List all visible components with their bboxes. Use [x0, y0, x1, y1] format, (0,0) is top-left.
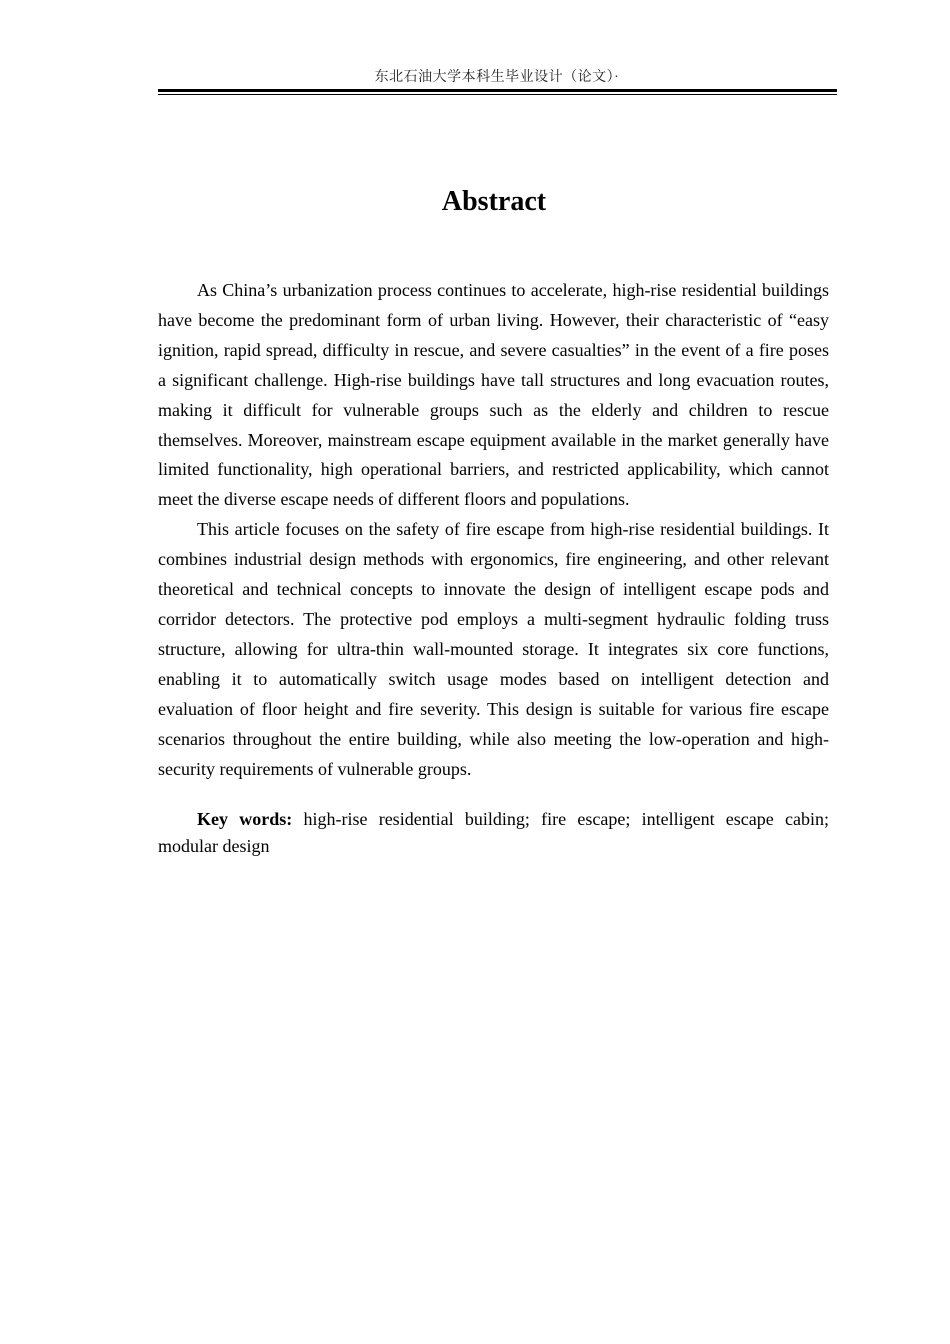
- abstract-paragraph-2: This article focuses on the safety of fire escape from high-rise residential buildings. It combines industrial design methods with ergonomics, fire engineering, and other relevant theoretical and technical concepts to innovate the design of intelligent escape pods and corridor detectors. The protective pod employs a multi-segment hydraulic folding truss structure, allowing for ultra-thin wall-mounted storage. It integrates six core functions, enabling it to automatically switch usage modes based on intelligent detection and evaluation of floor height and fire severity. This design is suitable for various fire escape scenarios throughout the entire building, while also meeting the low-operation and high-security requirements of vulnerable groups.: [158, 519, 829, 779]
- running-header: 东北石油大学本科生毕业设计（论文）·: [374, 70, 620, 85]
- keywords-line: [158, 806, 829, 860]
- keywords-label: Key words:: [197, 809, 293, 830]
- abstract-paragraph-1: As China’s urbanization process continues to accelerate, high-rise residential buildings have become the predominant form of urban living. However, their characteristic of “easy ignition, rapid spread, difficulty in rescue, and severe casualties” in the event of a fire poses a significant challenge. High-rise buildings have tall structures and long evacuation routes, making it difficult for vulnerable groups such as the elderly and children to rescue themselves. Moreover, mainstream escape equipment available in the market generally have limited functionality, high operational barriers, and restricted applicability, which cannot meet the diverse escape needs of different floors and populations.: [158, 280, 829, 510]
- header-rule-thick: [158, 89, 837, 92]
- abstract-title: Abstract: [441, 186, 547, 217]
- keywords-text: high-rise residential building; fire escape; intelligent escape cabin; modular design: [158, 809, 829, 857]
- header-rule-thin: [158, 94, 837, 95]
- abstract-body: [158, 276, 829, 860]
